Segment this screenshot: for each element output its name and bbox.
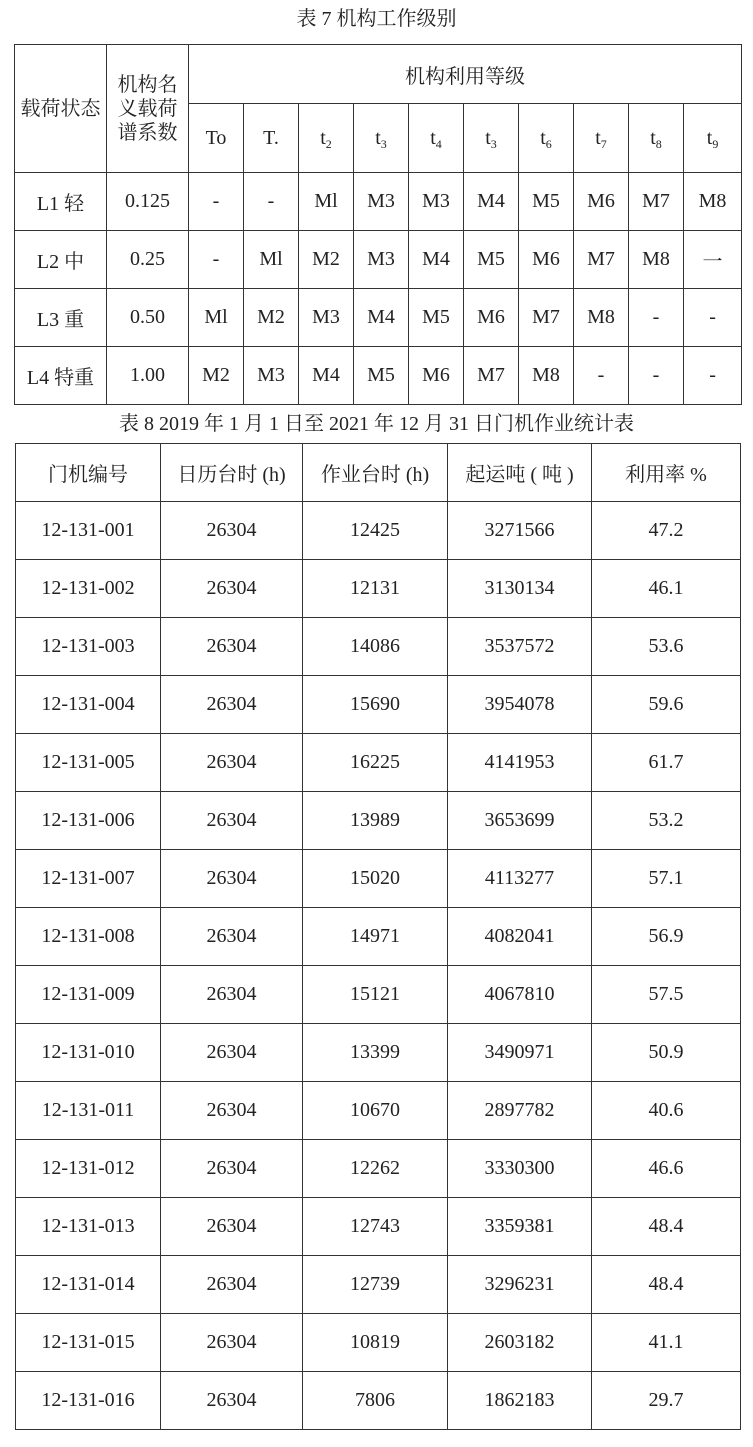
grade-header-sub: 9 — [712, 136, 719, 151]
grade-header-sub: 7 — [600, 136, 607, 151]
grade-header-4 — [409, 104, 464, 173]
table8-cell: 12-131-001 — [16, 502, 161, 560]
table8-cell: 4113277 — [448, 850, 592, 908]
grade-cell: - — [684, 347, 742, 405]
table8-row — [16, 618, 741, 676]
grade-cell: 一 — [684, 231, 742, 289]
grade-header-3 — [354, 104, 409, 173]
grade-header-6 — [519, 104, 574, 173]
table8-cell: 12-131-003 — [16, 618, 161, 676]
grade-cell: - — [189, 173, 244, 231]
table8-cell: 12-131-010 — [16, 1024, 161, 1082]
grade-cell: - — [189, 231, 244, 289]
grade-header-2 — [299, 104, 354, 173]
table8-cell: 12131 — [303, 560, 448, 618]
table8-cell: 2603182 — [448, 1314, 592, 1372]
table8-cell: 26304 — [161, 1314, 303, 1372]
table8-cell: 12-131-009 — [16, 966, 161, 1024]
table8-cell: 26304 — [161, 1198, 303, 1256]
table8-cell: 12-131-012 — [16, 1140, 161, 1198]
grade-header-base: t — [320, 126, 326, 149]
load-state-cell: L4 特重 — [15, 347, 107, 405]
grade-cell: M6 — [519, 231, 574, 289]
load-factor-header-line1: 机构名 — [117, 73, 178, 96]
table8-cell: 3330300 — [448, 1140, 592, 1198]
utilization-grade-header: 机构利用等级 — [189, 45, 742, 104]
table8-cell: 3130134 — [448, 560, 592, 618]
table8-cell: 26304 — [161, 1372, 303, 1430]
table8-cell: 12-131-008 — [16, 908, 161, 966]
table8-row — [16, 1198, 741, 1256]
grade-header-base: t — [430, 126, 436, 149]
table7-row — [15, 173, 742, 231]
table8-cell: 12-131-014 — [16, 1256, 161, 1314]
table8-cell: 4067810 — [448, 966, 592, 1024]
grade-cell: Ml — [299, 173, 354, 231]
table8-cell: 53.6 — [592, 618, 741, 676]
grade-cell: M4 — [464, 173, 519, 231]
grade-cell: M3 — [299, 289, 354, 347]
table7-caption: 表 7 机构工作级别 — [296, 8, 457, 30]
grade-cell: M2 — [189, 347, 244, 405]
grade-header-sub: 2 — [325, 136, 332, 151]
grade-cell: - — [629, 347, 684, 405]
gantry-crane-statistics-table — [15, 443, 741, 1430]
table8-header-cell: 门机编号 — [16, 444, 161, 502]
table8-cell: 3490971 — [448, 1024, 592, 1082]
grade-header-0 — [189, 104, 244, 173]
table8-row — [16, 502, 741, 560]
grade-cell: Ml — [244, 231, 299, 289]
grade-header-base: T. — [263, 126, 279, 149]
table8-cell: 12-131-013 — [16, 1198, 161, 1256]
table8-cell: 46.1 — [592, 560, 741, 618]
table7-body — [15, 173, 742, 405]
table7-row — [15, 289, 742, 347]
table8-header-cell: 利用率 % — [592, 444, 741, 502]
grade-cell: M6 — [464, 289, 519, 347]
load-factor-cell: 0.125 — [107, 173, 189, 231]
table8-row — [16, 734, 741, 792]
table8-cell: 13399 — [303, 1024, 448, 1082]
table8-row — [16, 1372, 741, 1430]
grade-cell: M4 — [409, 231, 464, 289]
table8-cell: 12-131-016 — [16, 1372, 161, 1430]
table8-row — [16, 966, 741, 1024]
table8-cell: 3653699 — [448, 792, 592, 850]
table8-cell: 12425 — [303, 502, 448, 560]
grade-header-base: t — [650, 126, 656, 149]
table8-cell: 16225 — [303, 734, 448, 792]
table8-cell: 3271566 — [448, 502, 592, 560]
grade-header-8 — [629, 104, 684, 173]
table8-cell: 15020 — [303, 850, 448, 908]
table8-cell: 29.7 — [592, 1372, 741, 1430]
grade-cell: M8 — [574, 289, 629, 347]
table8-cell: 57.1 — [592, 850, 741, 908]
grade-header-7 — [574, 104, 629, 173]
table8-cell: 26304 — [161, 1024, 303, 1082]
table8-cell: 26304 — [161, 850, 303, 908]
table8-cell: 48.4 — [592, 1256, 741, 1314]
load-factor-cell: 0.50 — [107, 289, 189, 347]
grade-header-sub: 3 — [380, 136, 387, 151]
table8-cell: 10819 — [303, 1314, 448, 1372]
load-factor-cell: 1.00 — [107, 347, 189, 405]
table8-cell: 3954078 — [448, 676, 592, 734]
grade-header-5 — [464, 104, 519, 173]
table7-row — [15, 231, 742, 289]
grade-cell: M3 — [354, 231, 409, 289]
table8-cell: 1862183 — [448, 1372, 592, 1430]
grade-cell: - — [629, 289, 684, 347]
grade-header-base: t — [485, 126, 491, 149]
grade-cell: M7 — [574, 231, 629, 289]
grade-cell: M6 — [409, 347, 464, 405]
table8-cell: 3537572 — [448, 618, 592, 676]
grade-cell: M2 — [244, 289, 299, 347]
table8-cell: 4141953 — [448, 734, 592, 792]
table8-cell: 57.5 — [592, 966, 741, 1024]
grade-cell: Ml — [189, 289, 244, 347]
table8-cell: 7806 — [303, 1372, 448, 1430]
table8-row — [16, 1024, 741, 1082]
table8-cell: 46.6 — [592, 1140, 741, 1198]
grade-header-1 — [244, 104, 299, 173]
table8-cell: 3296231 — [448, 1256, 592, 1314]
load-factor-cell: 0.25 — [107, 231, 189, 289]
table8-header-cell: 起运吨 ( 吨 ) — [448, 444, 592, 502]
grade-cell: M2 — [299, 231, 354, 289]
table8-header-cell: 作业台时 (h) — [303, 444, 448, 502]
table8-row — [16, 676, 741, 734]
table8-cell: 26304 — [161, 908, 303, 966]
table8-row — [16, 850, 741, 908]
table8-cell: 12-131-005 — [16, 734, 161, 792]
table7-header-row-1 — [15, 45, 742, 104]
table8-cell: 12-131-015 — [16, 1314, 161, 1372]
grade-header-9 — [684, 104, 742, 173]
table8-cell: 13989 — [303, 792, 448, 850]
table8-cell: 26304 — [161, 792, 303, 850]
grade-cell: M5 — [519, 173, 574, 231]
table8-cell: 12-131-011 — [16, 1082, 161, 1140]
grade-cell: M5 — [354, 347, 409, 405]
table8-row — [16, 792, 741, 850]
load-factor-header — [107, 45, 189, 173]
table8-cell: 4082041 — [448, 908, 592, 966]
table8-caption: 表 8 2019 年 1 月 1 日至 2021 年 12 月 31 日门机作业统计表 — [119, 413, 634, 435]
table8-cell: 12-131-007 — [16, 850, 161, 908]
table8-cell: 15690 — [303, 676, 448, 734]
grade-cell: M5 — [464, 231, 519, 289]
table8-cell: 26304 — [161, 676, 303, 734]
table8-cell: 14086 — [303, 618, 448, 676]
table8-cell: 48.4 — [592, 1198, 741, 1256]
load-state-header-text: 载荷状态 — [20, 97, 101, 120]
grade-cell: - — [684, 289, 742, 347]
grade-cell: M3 — [244, 347, 299, 405]
table8-cell: 41.1 — [592, 1314, 741, 1372]
table8-cell: 26304 — [161, 1140, 303, 1198]
load-factor-header-line2: 义载荷 — [117, 97, 178, 120]
table8-cell: 47.2 — [592, 502, 741, 560]
table8-cell: 59.6 — [592, 676, 741, 734]
grade-cell: M4 — [354, 289, 409, 347]
table8-header-row — [16, 444, 741, 502]
table8-cell: 2897782 — [448, 1082, 592, 1140]
table8-row — [16, 1140, 741, 1198]
grade-cell: M8 — [684, 173, 742, 231]
grade-cell: M3 — [409, 173, 464, 231]
table8-cell: 40.6 — [592, 1082, 741, 1140]
table8-cell: 12262 — [303, 1140, 448, 1198]
grade-cell: M6 — [574, 173, 629, 231]
load-factor-header-line3: 谱系数 — [117, 121, 178, 144]
table8-cell: 26304 — [161, 502, 303, 560]
table8-cell: 26304 — [161, 734, 303, 792]
grade-cell: M3 — [354, 173, 409, 231]
table8-row — [16, 908, 741, 966]
table8-cell: 50.9 — [592, 1024, 741, 1082]
mechanism-work-grade-table — [14, 44, 742, 405]
table8-row — [16, 560, 741, 618]
table8-row — [16, 1256, 741, 1314]
grade-header-sub: 6 — [545, 136, 552, 151]
load-state-cell: L2 中 — [15, 231, 107, 289]
table8-cell: 12-131-006 — [16, 792, 161, 850]
table8-cell: 12739 — [303, 1256, 448, 1314]
table7-row — [15, 347, 742, 405]
table8-cell: 26304 — [161, 966, 303, 1024]
table8-cell: 12-131-002 — [16, 560, 161, 618]
grade-cell: M7 — [519, 289, 574, 347]
grade-cell: M7 — [464, 347, 519, 405]
grade-header-base: To — [205, 126, 227, 149]
table8-cell: 12743 — [303, 1198, 448, 1256]
table8-cell: 10670 — [303, 1082, 448, 1140]
grade-cell: - — [574, 347, 629, 405]
table8-body — [16, 502, 741, 1430]
grade-cell: - — [244, 173, 299, 231]
table8-cell: 26304 — [161, 560, 303, 618]
grade-header-base: t — [595, 126, 601, 149]
grade-header-sub: 4 — [435, 136, 442, 151]
table8-cell: 14971 — [303, 908, 448, 966]
table8-row — [16, 1314, 741, 1372]
grade-cell: M8 — [629, 231, 684, 289]
table8-cell: 26304 — [161, 1082, 303, 1140]
grade-header-base: t — [706, 126, 713, 149]
table8-row — [16, 1082, 741, 1140]
grade-cell: M8 — [519, 347, 574, 405]
table8-cell: 61.7 — [592, 734, 741, 792]
load-state-header — [15, 45, 107, 173]
table8-header-cell: 日历台时 (h) — [161, 444, 303, 502]
table8-cell: 15121 — [303, 966, 448, 1024]
grade-cell: M4 — [299, 347, 354, 405]
grade-header-sub: 8 — [655, 136, 662, 151]
table8-cell: 53.2 — [592, 792, 741, 850]
load-state-cell: L1 轻 — [15, 173, 107, 231]
table8-cell: 26304 — [161, 1256, 303, 1314]
grade-header-base: t — [375, 126, 381, 149]
table8-cell: 3359381 — [448, 1198, 592, 1256]
table8-cell: 56.9 — [592, 908, 741, 966]
grade-header-base: t — [540, 126, 546, 149]
grade-header-sub: 3 — [490, 136, 497, 151]
table8-cell: 26304 — [161, 618, 303, 676]
grade-cell: M7 — [629, 173, 684, 231]
grade-cell: M5 — [409, 289, 464, 347]
table8-cell: 12-131-004 — [16, 676, 161, 734]
load-state-cell: L3 重 — [15, 289, 107, 347]
